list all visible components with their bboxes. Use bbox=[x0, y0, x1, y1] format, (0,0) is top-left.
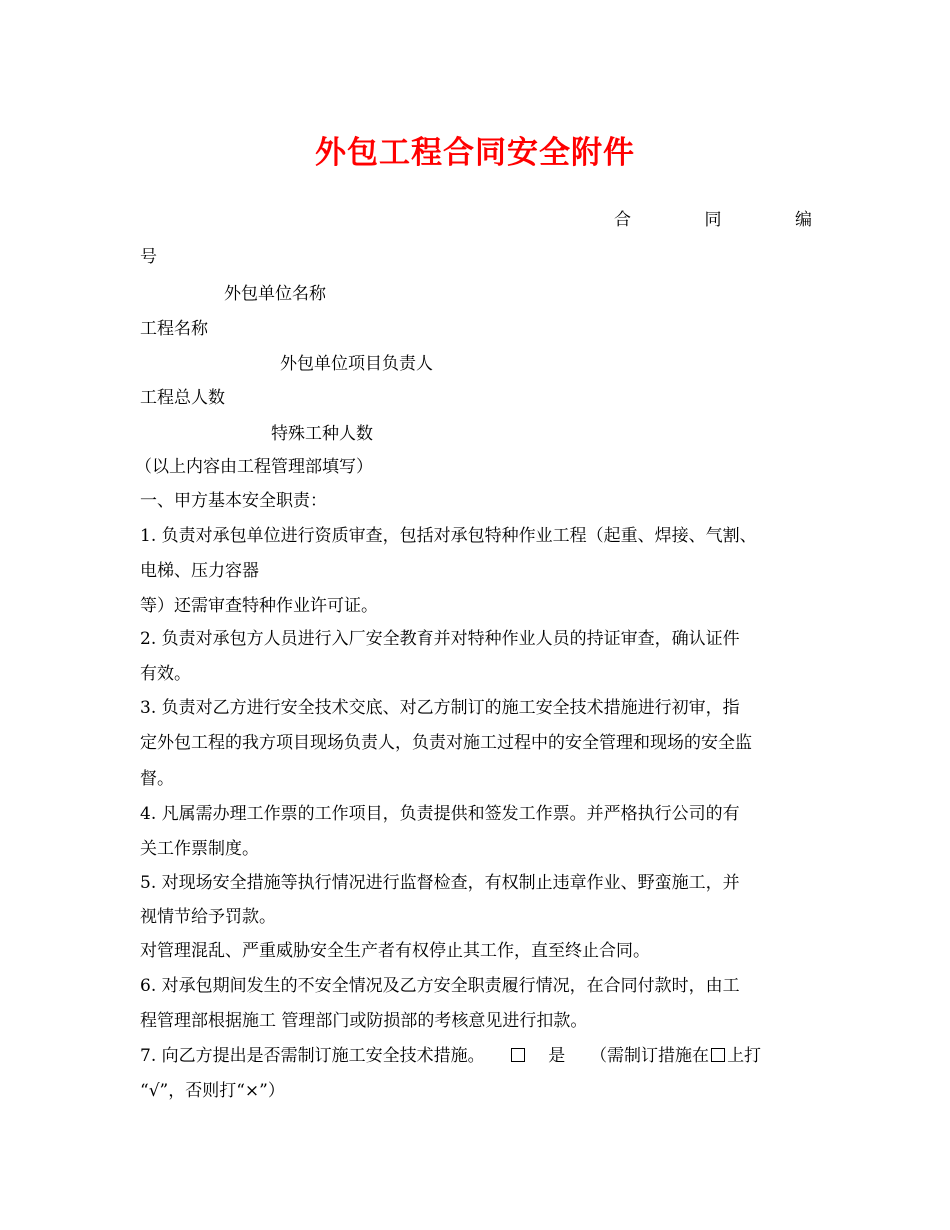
body-line: 有效。 bbox=[140, 664, 191, 684]
total-workers-label: 工程总人数 bbox=[140, 388, 225, 408]
yes-label: 是 bbox=[548, 1046, 566, 1066]
body-line: 定外包工程的我方项目现场负责人，负责对施工过程中的安全管理和现场的安全监 bbox=[140, 733, 752, 753]
contract-number-char: 合 bbox=[614, 210, 631, 230]
body-line: 4. 凡属需办理工作票的工作项目，负责提供和签发工作票。并严格执行公司的有 bbox=[140, 804, 740, 824]
body-line: 5. 对现场安全措施等执行情况进行监督检查，有权制止违章作业、野蛮施工，并 bbox=[140, 873, 740, 893]
item-7-text: 7. 向乙方提出是否需制订施工安全技术措施。 bbox=[140, 1046, 485, 1066]
checkbox-icon[interactable] bbox=[511, 1048, 525, 1062]
project-name-label: 工程名称 bbox=[140, 319, 208, 339]
item-7-last-line: “√”，否则打“×”） bbox=[140, 1081, 285, 1101]
checkbox-icon bbox=[711, 1048, 725, 1062]
contract-number-char: 同 bbox=[704, 210, 722, 230]
body-line: 电梯、压力容器 bbox=[140, 561, 259, 581]
body-line: 督。 bbox=[140, 769, 174, 789]
special-workers-label: 特殊工种人数 bbox=[271, 424, 373, 444]
item-7-line bbox=[140, 1045, 761, 1067]
body-line: 3. 负责对乙方进行安全技术交底、对乙方制订的施工安全技术措施进行初审，指 bbox=[140, 698, 740, 718]
body-line: 关工作票制度。 bbox=[140, 839, 259, 859]
contract-number-suffix: 号 bbox=[140, 247, 157, 267]
section-heading: 一、甲方基本安全职责： bbox=[140, 491, 327, 511]
body-line: 对管理混乱、严重威胁安全生产者有权停止其工作，直至终止合同。 bbox=[140, 941, 650, 961]
body-line: 2. 负责对承包方人员进行入厂安全教育并对特种作业人员的持证审查，确认证件 bbox=[140, 629, 740, 649]
body-line: 6. 对承包期间发生的不安全情况及乙方安全职责履行情况，在合同付款时，由工 bbox=[140, 976, 740, 996]
body-line: 程管理部根据施工 管理部门或防损部的考核意见进行扣款。 bbox=[140, 1011, 588, 1031]
body-line: 1. 负责对承包单位进行资质审查，包括对承包特种作业工程（起重、焊接、气割、 bbox=[140, 526, 757, 546]
fill-note: （以上内容由工程管理部填写） bbox=[135, 457, 373, 477]
body-line: 视情节给予罚款。 bbox=[140, 907, 276, 927]
item-7-note-end: 上打 bbox=[727, 1046, 762, 1066]
body-line: 等）还需审查特种作业许可证。 bbox=[140, 596, 378, 616]
contract-number-label bbox=[614, 209, 812, 231]
item-7-note: （需制订措施在 bbox=[590, 1046, 710, 1066]
subcontractor-name-label: 外包单位名称 bbox=[224, 284, 326, 304]
contract-number-char: 编 bbox=[795, 210, 812, 230]
project-manager-label: 外包单位项目负责人 bbox=[280, 354, 433, 374]
document-title: 外包工程合同安全附件 bbox=[315, 135, 635, 171]
